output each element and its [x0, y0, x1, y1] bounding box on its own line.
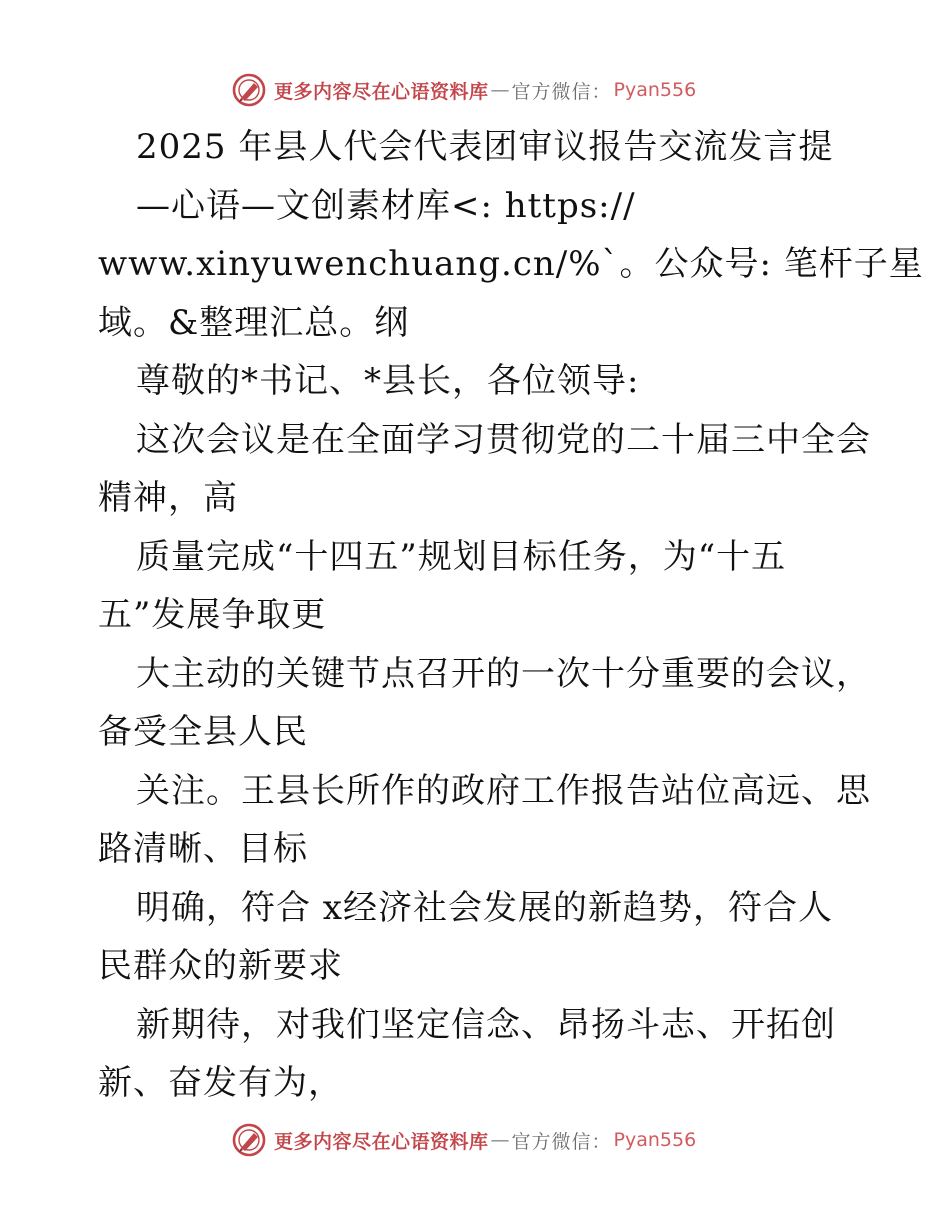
banner-separator: —: [490, 1129, 510, 1151]
banner-wechat-id: Pyan556: [613, 79, 697, 101]
header-banner: [232, 70, 752, 110]
text-line: 新期待，对我们坚定信念、昂扬斗志、开拓创: [136, 1004, 836, 1045]
text-line: 新、奋发有为，: [98, 1063, 343, 1103]
text-line: 备受全县人民: [98, 712, 308, 752]
text-line: 精神，高: [98, 478, 238, 518]
text-line: 路清晰、目标: [98, 829, 308, 869]
document-body: [98, 118, 924, 1113]
banner-main-text: 更多内容尽在心语资料库: [274, 80, 489, 103]
text-line: 域。&整理汇总。纲: [98, 302, 410, 343]
pen-logo-icon: [232, 73, 266, 107]
text-line: 质量完成“十四五”规划目标任务，为“十五: [136, 536, 787, 577]
banner-wechat-label: 官方微信：: [511, 1130, 612, 1153]
text-line: www.xinyuwenchuang.cn/%`。公众号: 笔杆子星: [98, 244, 924, 284]
text-line: 关注。王县长所作的政府工作报告站位高远、思: [136, 770, 871, 811]
text-line: 这次会议是在全面学习贯彻党的二十届三中全会: [136, 419, 871, 460]
text-line: —心语—文创素材库<: https://: [136, 185, 636, 226]
text-line: 大主动的关键节点召开的一次十分重要的会议，: [136, 653, 871, 694]
text-line: 明确，符合 x经济社会发展的新趋势，符合人: [136, 887, 833, 928]
banner-main-text: 更多内容尽在心语资料库: [274, 1130, 489, 1153]
text-line: 尊敬的*书记、*县长，各位领导:: [136, 361, 640, 401]
text-line: 五”发展争取更: [98, 595, 327, 635]
banner-wechat-label: 官方微信：: [511, 80, 612, 103]
text-line: 民群众的新要求: [98, 946, 343, 986]
banner-wechat-id: Pyan556: [613, 1129, 697, 1151]
footer-banner: [232, 1120, 752, 1160]
pen-logo-icon: [232, 1123, 266, 1157]
text-line: 2025 年县人代会代表团审议报告交流发言提: [136, 127, 834, 167]
banner-separator: —: [490, 79, 510, 101]
